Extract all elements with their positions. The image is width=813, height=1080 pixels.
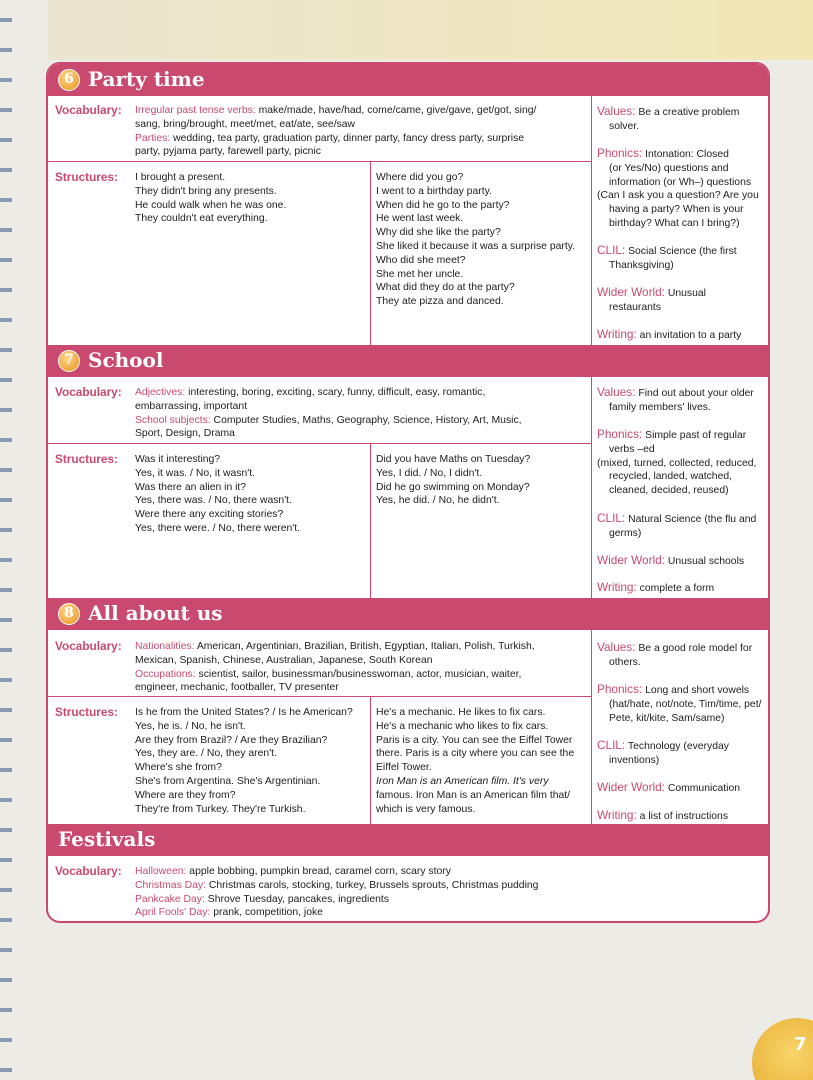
writing-item <box>597 581 769 596</box>
vocab-category: School subjects: <box>135 414 211 426</box>
structure-line: They ate pizza and danced. <box>376 296 504 308</box>
unit-7-header <box>48 345 768 377</box>
clil-label: CLIL: <box>597 738 626 752</box>
values-item <box>597 641 769 670</box>
phonics-label: Phonics: <box>597 427 643 441</box>
structure-line: What did they do at the party? <box>376 282 515 294</box>
clil-item <box>597 739 769 768</box>
phonics-text: Simple past of regular <box>642 430 747 441</box>
phonics-item <box>597 683 769 725</box>
structures-label: Structures: <box>55 452 118 466</box>
structure-line: which is very famous. <box>376 803 476 815</box>
divider <box>591 377 592 598</box>
clil-text: inventions) <box>609 754 660 766</box>
page-number-badge <box>752 1018 813 1080</box>
values-item <box>597 386 769 415</box>
spiral-binding <box>0 0 12 1080</box>
vocab-category: Occupations: <box>135 668 196 680</box>
unit-number-badge: 8 <box>58 603 80 625</box>
clil-item <box>597 244 769 273</box>
structure-line: Are they from Brazil? / Are they Brazilian? <box>135 734 328 746</box>
clil-text: Natural Science (the flu and <box>625 514 757 525</box>
vocab-words: interesting, boring, exciting, scary, funny, difficult, easy, romantic, <box>185 387 486 398</box>
vocabulary-label: Vocabulary: <box>55 385 122 399</box>
vocab-category: Parties: <box>135 132 171 144</box>
writing-label: Writing: <box>597 808 637 822</box>
phonics-text: cleaned, decided, reused) <box>609 485 729 497</box>
festival-name: Pankcake Day: <box>135 893 205 905</box>
wider-world-text: Unusual schools <box>664 556 745 567</box>
structure-line: I brought a present. <box>135 172 226 183</box>
phonics-label: Phonics: <box>597 146 643 160</box>
phonics-text: birthday? What can I bring?) <box>609 217 740 229</box>
values-text: family members' lives. <box>609 401 711 413</box>
vocab-words: party, pyjama party, farewell party, picnic <box>135 146 321 158</box>
clil-text: germs) <box>609 527 642 539</box>
clil-item <box>597 512 769 541</box>
vocab-words: make/made, have/had, come/came, give/gave, get/got, sing/ <box>255 105 537 116</box>
festivals-title: Festivals <box>58 827 156 852</box>
structure-line: Yes, he is. / No, he isn't. <box>135 720 246 732</box>
clil-text: Social Science (the first <box>625 246 737 257</box>
unit-8-header <box>48 598 768 630</box>
structure-line: Was there an alien in it? <box>135 481 247 493</box>
clil-text: Technology (everyday <box>625 741 729 752</box>
structures-right <box>376 453 530 508</box>
structure-line: Why did she like the party? <box>376 227 501 239</box>
divider <box>370 443 371 598</box>
clil-text: Thanksgiving) <box>609 259 674 271</box>
structure-line: Where are they from? <box>135 789 236 801</box>
clil-label: CLIL: <box>597 243 626 257</box>
phonics-text: recycled, landed, watched, <box>609 471 733 483</box>
writing-item <box>597 809 769 824</box>
structure-line: Paris is a city. You can see the Eiffel Tower <box>376 734 573 746</box>
structure-line: Yes, I did. / No, I didn't. <box>376 467 483 479</box>
syllabus-panel <box>46 62 770 923</box>
structure-line: Iron Man is an American film. It's very <box>376 775 549 787</box>
writing-text: an invitation to a party <box>636 330 742 341</box>
values-text: Find out about your older <box>635 388 754 399</box>
structure-line: He went last week. <box>376 213 464 225</box>
divider <box>48 443 591 444</box>
writing-text: a list of instructions <box>636 811 729 822</box>
structure-line: They didn't bring any presents. <box>135 185 277 197</box>
phonics-text: (hat/hate, not/note, Tim/time, pet/ <box>609 698 762 710</box>
phonics-text: Pete, kit/kite, Sam/same) <box>609 712 725 724</box>
structure-line: I went to a birthday party. <box>376 185 492 197</box>
clil-label: CLIL: <box>597 511 626 525</box>
vocab-category: Irregular past tense verbs: <box>135 105 256 116</box>
vocabulary-label: Vocabulary: <box>55 639 122 653</box>
page-number: 7 <box>794 1034 807 1055</box>
values-label: Values: <box>597 385 636 399</box>
unit-title: All about us <box>88 601 223 626</box>
vocab-words: Computer Studies, Maths, Geography, Science, History, Art, Music, <box>210 414 522 426</box>
structure-line: there. Paris is a city where you can see the <box>376 748 575 760</box>
festival-name: Halloween: <box>135 866 187 877</box>
festival-words: apple bobbing, pumpkin bread, caramel corn, scary story <box>186 866 451 877</box>
vocabulary-text <box>135 104 536 159</box>
structure-line: Yes, it was. / No, it wasn't. <box>135 467 255 479</box>
phonics-label: Phonics: <box>597 682 643 696</box>
structure-line: He's a mechanic who likes to fix cars. <box>376 720 549 732</box>
values-text: Be a good role model for <box>635 643 753 654</box>
phonics-text: having a party? When is your <box>609 204 744 216</box>
wider-world-text: Communication <box>664 783 741 794</box>
divider <box>591 630 592 824</box>
wider-world-label: Wider World: <box>597 553 665 567</box>
structure-line: He's a mechanic. He likes to fix cars. <box>376 707 546 718</box>
structure-line: Where's she from? <box>135 762 222 774</box>
phonics-text: (Can I ask you a question? Are you <box>597 190 759 202</box>
vocab-words: engineer, mechanic, footballer, TV presenter <box>135 682 339 694</box>
phonics-text: Long and short vowels <box>642 685 750 696</box>
vocab-words: American, Argentinian, Brazilian, British, Egyptian, Italian, Polish, Turkish, <box>194 641 535 652</box>
values-label: Values: <box>597 640 636 654</box>
structures-right <box>376 171 575 309</box>
wider-world-text: Unusual <box>664 288 706 299</box>
structure-line: Were there any exciting stories? <box>135 509 284 521</box>
structure-line: Was it interesting? <box>135 454 221 465</box>
divider <box>48 696 591 697</box>
wider-world-text: restaurants <box>609 301 661 313</box>
divider <box>370 161 371 345</box>
phonics-text: information (or Wh–) questions <box>609 176 752 188</box>
phonics-item <box>597 428 769 498</box>
structures-label: Structures: <box>55 705 118 719</box>
festival-name: Christmas Day: <box>135 879 207 891</box>
values-text: Be a creative problem <box>635 107 740 118</box>
structure-line: They're from Turkey. They're Turkish. <box>135 803 306 815</box>
vocab-words: Sport, Design, Drama <box>135 428 235 440</box>
structure-line: Is he from the United States? / Is he American? <box>135 707 353 718</box>
structures-label: Structures: <box>55 170 118 184</box>
structures-right <box>376 706 574 816</box>
vocab-words: embarrassing, important <box>135 400 248 412</box>
vocab-category: Nationalities: <box>135 641 195 652</box>
vocabulary-text <box>135 386 522 441</box>
wider-world-item <box>597 286 769 315</box>
wider-world-label: Wider World: <box>597 780 665 794</box>
structure-line: Yes, he did. / No, he didn't. <box>376 495 500 507</box>
phonics-text: Intonation: Closed <box>642 149 729 160</box>
values-text: others. <box>609 656 641 668</box>
structure-line: Yes, there were. / No, there weren't. <box>135 522 301 534</box>
divider <box>48 161 591 162</box>
structures-left <box>135 706 353 816</box>
structure-line: Who did she meet? <box>376 254 466 266</box>
structure-line: They couldn't eat everything. <box>135 213 268 225</box>
structure-line: Did you have Maths on Tuesday? <box>376 454 531 465</box>
phonics-text: (mixed, turned, collected, reduced, <box>597 457 757 469</box>
wider-world-item <box>597 554 769 569</box>
wider-world-label: Wider World: <box>597 285 665 299</box>
vocabulary-label: Vocabulary: <box>55 103 122 117</box>
structure-line: When did he go to the party? <box>376 199 510 211</box>
vocab-words: scientist, sailor, businessman/businesswoman, actor, musician, waiter, <box>195 668 522 680</box>
vocab-words: sang, bring/brought, meet/met, eat/ate, see/saw <box>135 118 356 130</box>
writing-label: Writing: <box>597 580 637 594</box>
values-label: Values: <box>597 104 636 118</box>
wider-world-item <box>597 781 769 796</box>
festival-words: prank, competition, joke <box>210 907 323 919</box>
structures-left <box>135 453 300 536</box>
writing-label: Writing: <box>597 327 637 341</box>
festival-vocabulary <box>135 865 538 920</box>
structure-line: She met her uncle. <box>376 268 464 280</box>
structure-line: She liked it because it was a surprise party. <box>376 240 576 252</box>
festivals-header <box>48 824 768 856</box>
writing-item <box>597 328 769 343</box>
festival-words: Shrove Tuesday, pancakes, ingredients <box>204 893 389 905</box>
writing-text: complete a form <box>636 583 715 594</box>
phonics-text: (or Yes/No) questions and <box>609 162 729 174</box>
structure-line: She's from Argentina. She's Argentinian. <box>135 775 321 787</box>
divider <box>591 96 592 345</box>
unit-6-header <box>48 64 768 96</box>
vocab-words: Mexican, Spanish, Chinese, Australian, Japanese, South Korean <box>135 654 433 666</box>
phonics-item <box>597 147 769 231</box>
phonics-text: verbs –ed <box>609 443 655 455</box>
structure-line: Where did you go? <box>376 172 464 183</box>
structure-line: Eiffel Tower. <box>376 762 432 774</box>
unit-number-badge: 6 <box>58 69 80 91</box>
background-band <box>48 0 813 60</box>
structure-line: Yes, they are. / No, they aren't. <box>135 748 277 760</box>
values-text: solver. <box>609 120 640 132</box>
structure-line: Did he go swimming on Monday? <box>376 481 530 493</box>
vocabulary-label: Vocabulary: <box>55 864 122 878</box>
values-item <box>597 105 769 134</box>
unit-title: School <box>88 348 164 373</box>
structure-line: Yes, there was. / No, there wasn't. <box>135 495 292 507</box>
structure-line: He could walk when he was one. <box>135 199 287 211</box>
unit-title: Party time <box>88 67 205 92</box>
structures-left <box>135 171 286 226</box>
vocab-category: Adjectives: <box>135 387 186 398</box>
unit-number-badge: 7 <box>58 350 80 372</box>
structure-line: famous. Iron Man is an American film that/ <box>376 789 571 801</box>
divider <box>370 696 371 824</box>
festival-words: Christmas carols, stocking, turkey, Brussels sprouts, Christmas pudding <box>206 879 539 891</box>
vocabulary-text <box>135 640 535 695</box>
festival-name: April Fools' Day: <box>135 907 211 919</box>
vocab-words: wedding, tea party, graduation party, dinner party, fancy dress party, surprise <box>170 132 525 144</box>
